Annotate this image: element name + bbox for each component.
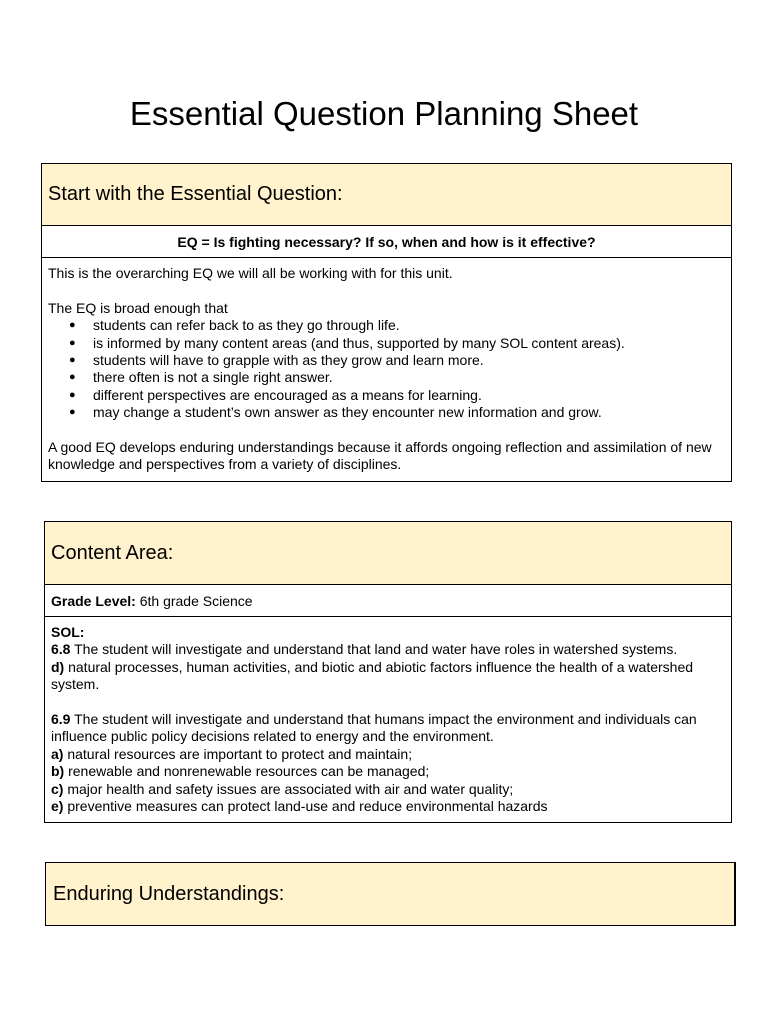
essential-question-text: EQ = Is fighting necessary? If so, when and how is it effective? [42, 226, 731, 258]
essential-question-description [42, 258, 731, 481]
sol-number: 6.8 [51, 641, 71, 658]
list-item: ● is informed by many content areas (and thus, supported by many SOL content areas). [48, 335, 725, 352]
content-area-header: Content Area: [45, 522, 731, 585]
list-item: ● different perspectives are encouraged as a means for learning. [48, 387, 725, 404]
sol-item-label: d) [51, 658, 65, 675]
enduring-understandings-section [45, 862, 736, 926]
sol-label: SOL: [51, 624, 85, 640]
sol-item-text: renewable and nonrenewable resources can be managed; [64, 763, 430, 780]
sol-number: 6.9 [51, 711, 71, 728]
sol-item-label: a) [51, 745, 64, 762]
grade-level-value: 6th grade Science [135, 592, 253, 609]
essential-question-header: Start with the Essential Question: [42, 164, 731, 226]
content-area-section [44, 521, 732, 823]
sol-item-text: natural processes, human activities, and biotic and abiotic factors influence the health of a watershed system. [51, 658, 694, 693]
eq-criteria-list [48, 317, 725, 421]
grade-level-label: Grade Level: [51, 592, 136, 609]
sol-item-text: major health and safety issues are associated with air and water quality; [63, 780, 514, 797]
list-item: ● may change a student’s own answer as they encounter new information and grow. [48, 404, 725, 421]
list-item: ● students can refer back to as they go through life. [48, 317, 725, 334]
sol-text: The student will investigate and understand that humans impact the environment and individuals can influence public policy decisions related to energy and the environment. [51, 711, 697, 745]
grade-level-row [45, 585, 731, 617]
sol-block [45, 617, 731, 822]
sol-item-label: c) [51, 780, 64, 797]
sol-item-label: b) [51, 763, 65, 780]
eq-broad-lead: The EQ is broad enough that [48, 299, 228, 316]
sol-item-text: natural resources are important to protect and maintain; [63, 745, 413, 762]
sol-text: The student will investigate and understand that land and water have roles in watershed systems. [70, 641, 678, 658]
eq-closing: A good EQ develops enduring understandings because it affords ongoing reflection and assimilation of new knowledge and perspectives from a variety of disciplines. [48, 439, 712, 473]
eq-intro: This is the overarching EQ we will all be working with for this unit. [48, 265, 453, 281]
list-item: ● there often is not a single right answer. [48, 369, 725, 386]
essential-question-section [41, 163, 732, 482]
list-item: ● students will have to grapple with as they grow and learn more. [48, 352, 725, 369]
page-title: Essential Question Planning Sheet [129, 95, 639, 132]
sol-item-text: preventive measures can protect land-use and reduce environmental hazards [63, 798, 548, 815]
enduring-understandings-header: Enduring Understandings: [46, 863, 734, 925]
sol-item-label: e) [51, 798, 64, 815]
